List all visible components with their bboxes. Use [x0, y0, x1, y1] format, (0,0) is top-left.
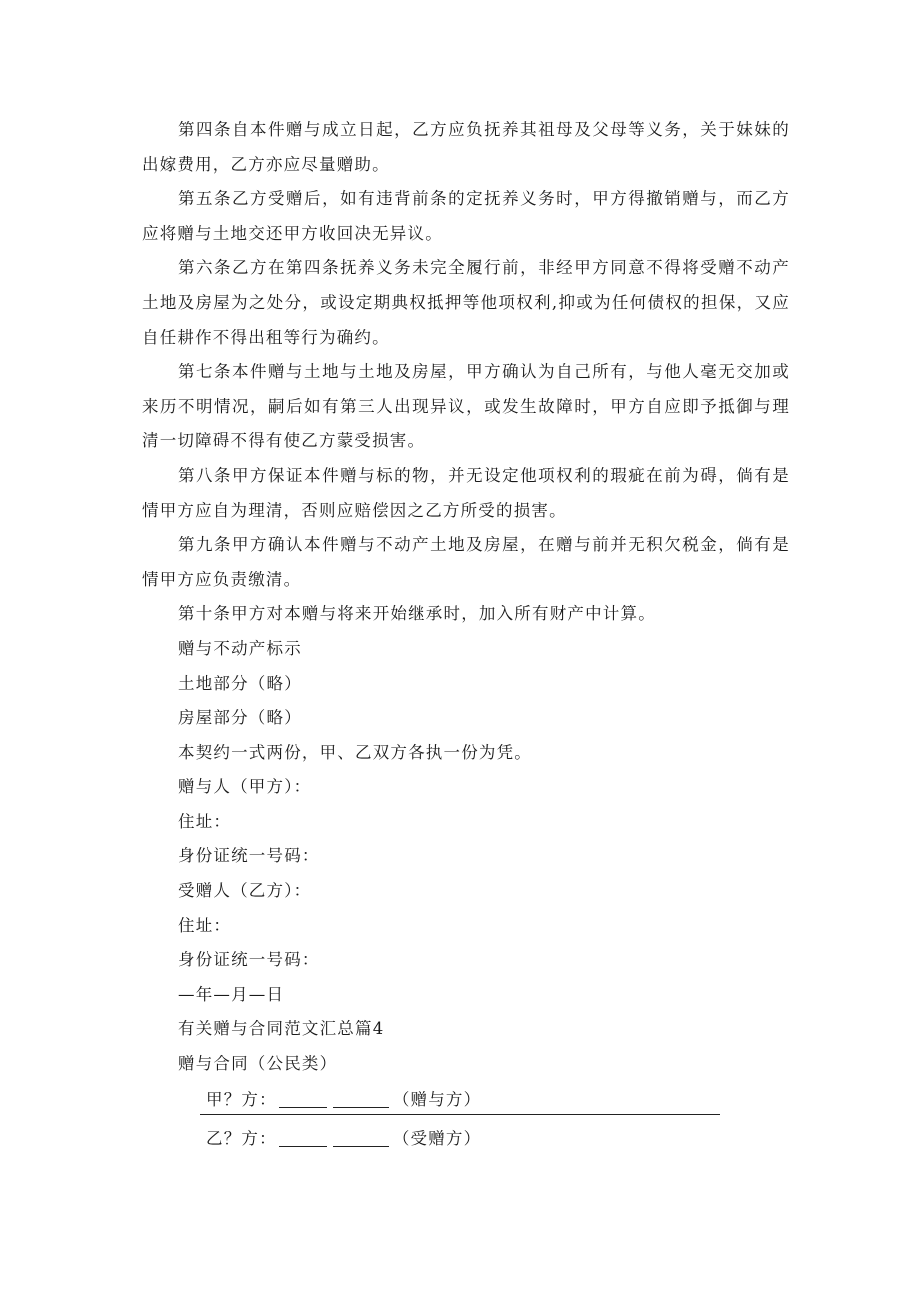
party-b-label: 乙？方： [206, 1129, 277, 1148]
clause-5: 第五条乙方受赠后，如有违背前条的定抚养义务时，甲方得撤销赠与，而乙方应将赠与土地交还甲方收回决无异议。 [142, 189, 790, 243]
party-a-role: （赠与方） [392, 1090, 482, 1109]
clause-10: 第十条甲方对本赠与将来开始继承时，加入所有财产中计算。 [178, 604, 656, 624]
contract-body [142, 113, 790, 1082]
donor-label: 赠与人（甲方）： [178, 777, 312, 797]
donee-id-label: 身份证统一号码： [178, 950, 320, 970]
party-a-label: 甲？方： [206, 1090, 277, 1109]
date-line: —年—月—日 [178, 984, 285, 1004]
property-heading: 赠与不动产标示 [178, 638, 302, 658]
party-b-line [206, 1125, 726, 1149]
party-a-blank-2[interactable] [333, 1091, 389, 1108]
clause-6: 第六条乙方在第四条抚养义务未完全履行前，非经甲方同意不得将受赠不动产土地及房屋为之处分，或设定期典权抵押等他项权利,抑或为任何债权的担保，又应自任耕作不得出租等行为确约。 [142, 258, 790, 347]
party-a-line [206, 1086, 726, 1110]
party-b-blank-1[interactable] [279, 1130, 327, 1147]
donor-id-label: 身份证统一号码： [178, 846, 320, 866]
party-b-blank-2[interactable] [333, 1130, 389, 1147]
party-a-blank-1[interactable] [279, 1091, 327, 1108]
section-heading: 有关赠与合同范文汇总篇4 [178, 1019, 385, 1039]
copies-statement: 本契约一式两份，甲、乙双方各执一份为凭。 [178, 742, 532, 762]
donee-address-label: 住址： [178, 915, 232, 935]
land-section: 土地部分（略） [178, 673, 302, 693]
party-b-role: （受赠方） [392, 1129, 482, 1148]
contract-title: 赠与合同（公民类） [178, 1054, 338, 1074]
donor-address-label: 住址： [178, 811, 232, 831]
donee-label: 受赠人（乙方）： [178, 881, 312, 901]
clause-7: 第七条本件赠与土地与土地及房屋，甲方确认为自己所有，与他人毫无交加或来历不明情况，嗣后如有第三人出现异议，或发生故障时，甲方自应即予抵御与理清一切障碍不得有使乙方蒙受损害。 [142, 362, 790, 451]
clause-4: 第四条自本件赠与成立日起，乙方应负抚养其祖母及父母等义务，关于妹妹的出嫁费用，乙方亦应尽量赠助。 [142, 120, 790, 174]
divider-line [200, 1114, 720, 1115]
clause-9: 第九条甲方确认本件赠与不动产土地及房屋，在赠与前并无积欠税金，倘有是情甲方应负责缴清。 [142, 535, 790, 589]
house-section: 房屋部分（略） [178, 708, 302, 728]
clause-8: 第八条甲方保证本件赠与标的物，并无设定他项权利的瑕疵在前为碍，倘有是情甲方应自为理清，否则应赔偿因之乙方所受的损害。 [142, 465, 790, 520]
